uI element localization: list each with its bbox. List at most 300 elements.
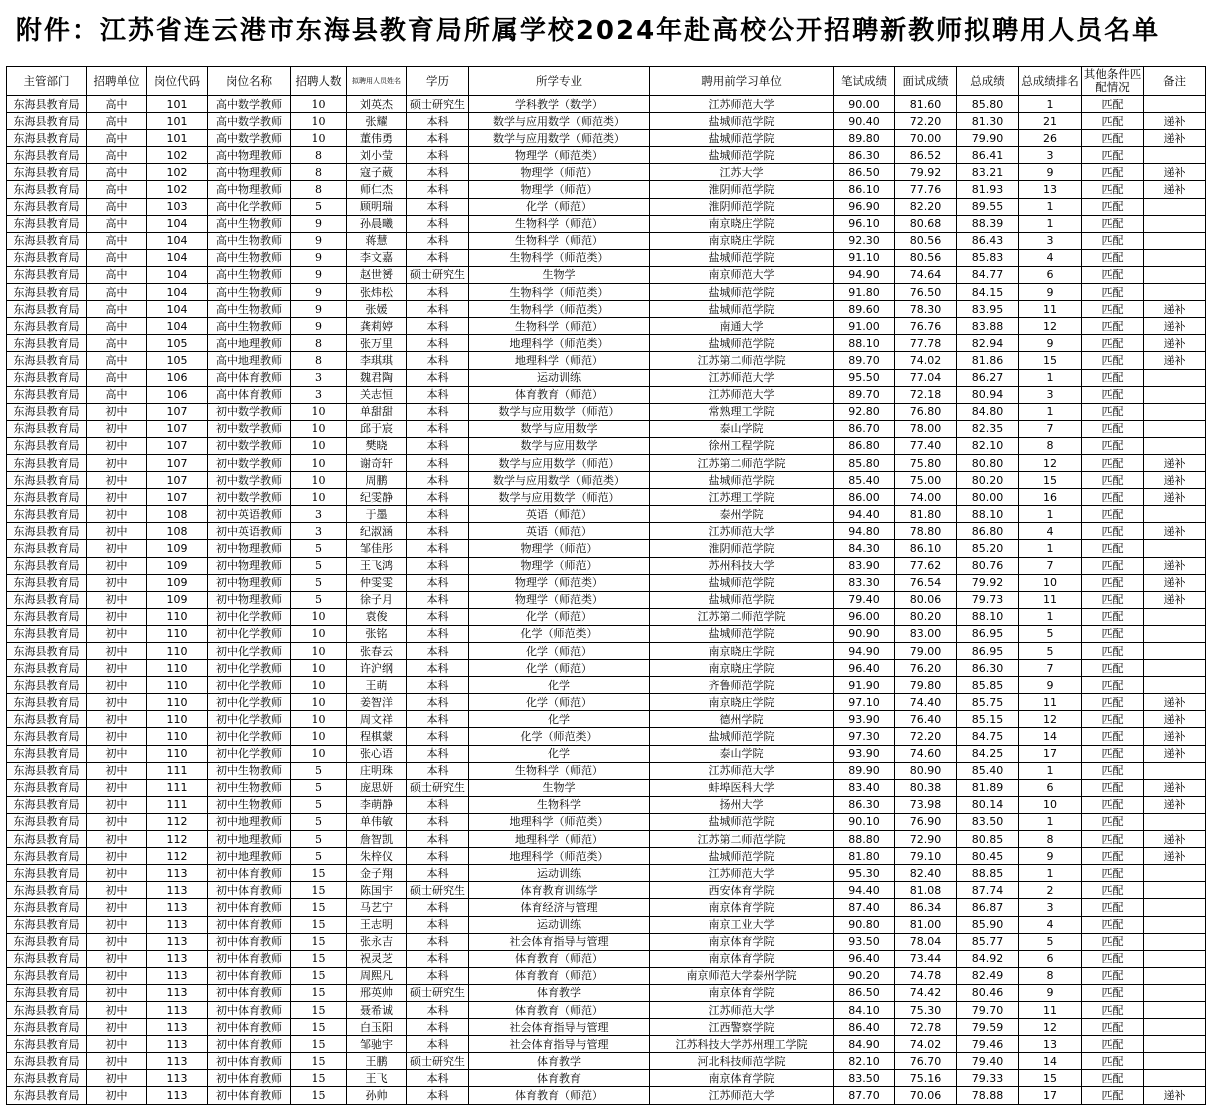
degree-cell: 本科 — [407, 950, 469, 967]
major-cell: 运动训练 — [469, 369, 650, 386]
post-code-cell: 104 — [147, 232, 208, 249]
rank-cell: 1 — [1019, 506, 1082, 523]
table-row — [7, 335, 1206, 352]
match-cell: 匹配 — [1082, 933, 1144, 950]
match-cell: 匹配 — [1082, 882, 1144, 899]
written-score-cell: 83.90 — [834, 557, 895, 574]
rank-cell: 9 — [1019, 848, 1082, 865]
remark-cell — [1144, 1036, 1206, 1053]
degree-cell: 本科 — [407, 369, 469, 386]
post-code-cell: 107 — [147, 489, 208, 506]
table-row — [7, 728, 1206, 745]
table-row — [7, 848, 1206, 865]
table-row — [7, 540, 1206, 557]
match-cell: 匹配 — [1082, 831, 1144, 848]
unit-cell: 高中 — [87, 215, 147, 232]
rank-cell: 12 — [1019, 1019, 1082, 1036]
degree-cell: 本科 — [407, 403, 469, 420]
written-score-cell: 90.90 — [834, 625, 895, 642]
post-name-cell: 初中英语教师 — [208, 506, 291, 523]
match-cell: 匹配 — [1082, 796, 1144, 813]
post-code-cell: 104 — [147, 318, 208, 335]
post-name-cell: 初中化学教师 — [208, 660, 291, 677]
name-cell: 谢奇轩 — [347, 454, 407, 471]
dept-cell: 东海县教育局 — [7, 335, 87, 352]
match-cell: 匹配 — [1082, 489, 1144, 506]
match-cell: 匹配 — [1082, 643, 1144, 660]
major-cell: 物理学（师范） — [469, 557, 650, 574]
rank-cell: 10 — [1019, 574, 1082, 591]
match-cell: 匹配 — [1082, 369, 1144, 386]
dept-cell: 东海县教育局 — [7, 352, 87, 369]
major-cell: 数学与应用数学 — [469, 437, 650, 454]
interview-score-cell: 72.20 — [895, 113, 957, 130]
table-row — [7, 831, 1206, 848]
post-name-cell: 初中体育教师 — [208, 1053, 291, 1070]
post-code-cell: 113 — [147, 967, 208, 984]
written-score-cell: 86.40 — [834, 1019, 895, 1036]
post-name-cell: 初中数学教师 — [208, 403, 291, 420]
school-cell: 南京体育学院 — [650, 899, 834, 916]
rank-cell: 4 — [1019, 523, 1082, 540]
rank-cell: 1 — [1019, 865, 1082, 882]
post-name-cell: 初中生物教师 — [208, 796, 291, 813]
remark-cell: 递补 — [1144, 130, 1206, 147]
total-score-cell: 79.59 — [957, 1019, 1019, 1036]
degree-cell: 本科 — [407, 967, 469, 984]
school-cell: 淮阴师范学院 — [650, 198, 834, 215]
interview-score-cell: 73.44 — [895, 950, 957, 967]
quota-cell: 5 — [291, 796, 347, 813]
post-code-cell: 113 — [147, 950, 208, 967]
post-name-cell: 初中体育教师 — [208, 967, 291, 984]
written-score-cell: 94.40 — [834, 506, 895, 523]
quota-cell: 3 — [291, 523, 347, 540]
table-row — [7, 796, 1206, 813]
name-cell: 张永吉 — [347, 933, 407, 950]
rank-cell: 13 — [1019, 1036, 1082, 1053]
post-name-cell: 初中生物教师 — [208, 779, 291, 796]
interview-score-cell: 75.80 — [895, 454, 957, 471]
major-cell: 生物科学（师范） — [469, 318, 650, 335]
match-cell: 匹配 — [1082, 1036, 1144, 1053]
post-code-cell: 107 — [147, 420, 208, 437]
table-row — [7, 386, 1206, 403]
quota-cell: 8 — [291, 181, 347, 198]
rank-cell: 1 — [1019, 608, 1082, 625]
unit-cell: 初中 — [87, 916, 147, 933]
degree-cell: 硕士研究生 — [407, 779, 469, 796]
interview-score-cell: 72.20 — [895, 728, 957, 745]
school-cell: 南京体育学院 — [650, 950, 834, 967]
unit-cell: 初中 — [87, 1036, 147, 1053]
total-score-cell: 81.89 — [957, 779, 1019, 796]
rank-cell: 3 — [1019, 232, 1082, 249]
name-cell: 白玉阳 — [347, 1019, 407, 1036]
dept-cell: 东海县教育局 — [7, 506, 87, 523]
degree-cell: 本科 — [407, 1001, 469, 1018]
rank-cell: 4 — [1019, 916, 1082, 933]
school-cell: 江苏师范大学 — [650, 1087, 834, 1104]
major-cell: 化学 — [469, 677, 650, 694]
remark-cell — [1144, 266, 1206, 283]
written-score-cell: 86.70 — [834, 420, 895, 437]
unit-cell: 高中 — [87, 130, 147, 147]
name-cell: 马艺宁 — [347, 899, 407, 916]
match-cell: 匹配 — [1082, 540, 1144, 557]
table-row — [7, 352, 1206, 369]
degree-cell: 本科 — [407, 437, 469, 454]
quota-cell: 9 — [291, 318, 347, 335]
post-code-cell: 104 — [147, 266, 208, 283]
degree-cell: 本科 — [407, 420, 469, 437]
rank-cell: 1 — [1019, 403, 1082, 420]
school-cell: 南京体育学院 — [650, 984, 834, 1001]
table-row — [7, 318, 1206, 335]
total-score-cell: 86.43 — [957, 232, 1019, 249]
total-score-cell: 82.94 — [957, 335, 1019, 352]
rank-cell: 21 — [1019, 113, 1082, 130]
table-row — [7, 950, 1206, 967]
dept-cell: 东海县教育局 — [7, 677, 87, 694]
major-cell: 化学（师范） — [469, 660, 650, 677]
quota-cell: 10 — [291, 643, 347, 660]
quota-cell: 15 — [291, 984, 347, 1001]
rank-cell: 26 — [1019, 130, 1082, 147]
dept-cell: 东海县教育局 — [7, 249, 87, 266]
total-score-cell: 86.27 — [957, 369, 1019, 386]
name-cell: 张万里 — [347, 335, 407, 352]
post-name-cell: 高中生物教师 — [208, 215, 291, 232]
match-cell: 匹配 — [1082, 1053, 1144, 1070]
degree-cell: 硕士研究生 — [407, 882, 469, 899]
unit-cell: 高中 — [87, 198, 147, 215]
written-score-cell: 96.00 — [834, 608, 895, 625]
unit-cell: 初中 — [87, 762, 147, 779]
major-cell: 化学（师范类） — [469, 625, 650, 642]
post-name-cell: 初中化学教师 — [208, 745, 291, 762]
major-cell: 社会体育指导与管理 — [469, 1036, 650, 1053]
school-cell: 扬州大学 — [650, 796, 834, 813]
table-row — [7, 113, 1206, 130]
interview-score-cell: 80.06 — [895, 591, 957, 608]
written-score-cell: 88.10 — [834, 335, 895, 352]
dept-cell: 东海县教育局 — [7, 1001, 87, 1018]
post-name-cell: 初中生物教师 — [208, 762, 291, 779]
post-code-cell: 107 — [147, 454, 208, 471]
quota-cell: 10 — [291, 489, 347, 506]
match-cell: 匹配 — [1082, 591, 1144, 608]
post-code-cell: 101 — [147, 96, 208, 113]
match-cell: 匹配 — [1082, 130, 1144, 147]
degree-cell: 本科 — [407, 489, 469, 506]
interview-score-cell: 80.20 — [895, 608, 957, 625]
table-row — [7, 181, 1206, 198]
post-name-cell: 高中数学教师 — [208, 96, 291, 113]
match-cell: 匹配 — [1082, 301, 1144, 318]
match-cell: 匹配 — [1082, 694, 1144, 711]
table-row — [7, 506, 1206, 523]
match-cell: 匹配 — [1082, 728, 1144, 745]
post-code-cell: 104 — [147, 215, 208, 232]
name-cell: 周鹏 — [347, 472, 407, 489]
quota-cell: 10 — [291, 454, 347, 471]
rank-cell: 16 — [1019, 489, 1082, 506]
post-name-cell: 初中数学教师 — [208, 420, 291, 437]
name-cell: 李萌静 — [347, 796, 407, 813]
post-code-cell: 107 — [147, 472, 208, 489]
header-cell: 招聘人数 — [291, 67, 347, 96]
dept-cell: 东海县教育局 — [7, 130, 87, 147]
written-score-cell: 97.30 — [834, 728, 895, 745]
post-name-cell: 初中化学教师 — [208, 625, 291, 642]
name-cell: 聂希诚 — [347, 1001, 407, 1018]
school-cell: 南京晓庄学院 — [650, 643, 834, 660]
dept-cell: 东海县教育局 — [7, 301, 87, 318]
total-score-cell: 83.21 — [957, 164, 1019, 181]
total-score-cell: 80.80 — [957, 454, 1019, 471]
interview-score-cell: 76.50 — [895, 284, 957, 301]
remark-cell: 递补 — [1144, 489, 1206, 506]
school-cell: 蚌埠医科大学 — [650, 779, 834, 796]
match-cell: 匹配 — [1082, 916, 1144, 933]
quota-cell: 15 — [291, 1087, 347, 1104]
interview-score-cell: 74.64 — [895, 266, 957, 283]
table-row — [7, 1036, 1206, 1053]
table-row — [7, 625, 1206, 642]
name-cell: 张媛 — [347, 301, 407, 318]
quota-cell: 3 — [291, 369, 347, 386]
degree-cell: 本科 — [407, 232, 469, 249]
post-name-cell: 高中体育教师 — [208, 369, 291, 386]
rank-cell: 11 — [1019, 1001, 1082, 1018]
name-cell: 寇子葳 — [347, 164, 407, 181]
rank-cell: 1 — [1019, 762, 1082, 779]
post-code-cell: 109 — [147, 574, 208, 591]
post-name-cell: 初中体育教师 — [208, 899, 291, 916]
post-code-cell: 110 — [147, 608, 208, 625]
school-cell: 淮阴师范学院 — [650, 181, 834, 198]
post-name-cell: 高中化学教师 — [208, 198, 291, 215]
name-cell: 纪淑涵 — [347, 523, 407, 540]
school-cell: 南京晓庄学院 — [650, 232, 834, 249]
post-code-cell: 110 — [147, 728, 208, 745]
degree-cell: 本科 — [407, 454, 469, 471]
degree-cell: 本科 — [407, 352, 469, 369]
school-cell: 南京晓庄学院 — [650, 660, 834, 677]
written-score-cell: 86.50 — [834, 164, 895, 181]
post-name-cell: 初中地理教师 — [208, 848, 291, 865]
name-cell: 金子翔 — [347, 865, 407, 882]
dept-cell: 东海县教育局 — [7, 711, 87, 728]
written-score-cell: 87.40 — [834, 899, 895, 916]
post-code-cell: 113 — [147, 1036, 208, 1053]
rank-cell: 4 — [1019, 249, 1082, 266]
remark-cell — [1144, 967, 1206, 984]
total-score-cell: 80.46 — [957, 984, 1019, 1001]
match-cell: 匹配 — [1082, 420, 1144, 437]
rank-cell: 3 — [1019, 386, 1082, 403]
major-cell: 地理科学（师范类） — [469, 335, 650, 352]
written-score-cell: 92.30 — [834, 232, 895, 249]
dept-cell: 东海县教育局 — [7, 181, 87, 198]
total-score-cell: 79.70 — [957, 1001, 1019, 1018]
written-score-cell: 84.30 — [834, 540, 895, 557]
total-score-cell: 82.10 — [957, 437, 1019, 454]
table-row — [7, 557, 1206, 574]
total-score-cell: 86.87 — [957, 899, 1019, 916]
quota-cell: 10 — [291, 472, 347, 489]
major-cell: 体育教育（师范） — [469, 386, 650, 403]
major-cell: 体育教学 — [469, 984, 650, 1001]
dept-cell: 东海县教育局 — [7, 591, 87, 608]
school-cell: 盐城师范学院 — [650, 728, 834, 745]
total-score-cell: 88.85 — [957, 865, 1019, 882]
remark-cell — [1144, 540, 1206, 557]
total-score-cell: 81.30 — [957, 113, 1019, 130]
post-name-cell: 高中体育教师 — [208, 386, 291, 403]
total-score-cell: 79.33 — [957, 1070, 1019, 1087]
dept-cell: 东海县教育局 — [7, 96, 87, 113]
major-cell: 英语（师范） — [469, 506, 650, 523]
table-row — [7, 813, 1206, 830]
degree-cell: 本科 — [407, 557, 469, 574]
table-row — [7, 301, 1206, 318]
post-code-cell: 110 — [147, 643, 208, 660]
total-score-cell: 80.20 — [957, 472, 1019, 489]
rank-cell: 9 — [1019, 284, 1082, 301]
major-cell: 数学与应用数学（师范类） — [469, 472, 650, 489]
written-score-cell: 94.80 — [834, 523, 895, 540]
rank-cell: 1 — [1019, 96, 1082, 113]
school-cell: 苏州科技大学 — [650, 557, 834, 574]
post-code-cell: 112 — [147, 831, 208, 848]
degree-cell: 本科 — [407, 301, 469, 318]
table-row — [7, 489, 1206, 506]
remark-cell — [1144, 437, 1206, 454]
rank-cell: 1 — [1019, 813, 1082, 830]
post-code-cell: 106 — [147, 369, 208, 386]
major-cell: 地理科学（师范类） — [469, 813, 650, 830]
post-code-cell: 113 — [147, 916, 208, 933]
total-score-cell: 84.25 — [957, 745, 1019, 762]
table-row — [7, 1087, 1206, 1104]
unit-cell: 初中 — [87, 950, 147, 967]
post-code-cell: 103 — [147, 198, 208, 215]
unit-cell: 初中 — [87, 591, 147, 608]
degree-cell: 本科 — [407, 523, 469, 540]
quota-cell: 5 — [291, 540, 347, 557]
match-cell: 匹配 — [1082, 181, 1144, 198]
school-cell: 盐城师范学院 — [650, 574, 834, 591]
written-score-cell: 89.60 — [834, 301, 895, 318]
match-cell: 匹配 — [1082, 762, 1144, 779]
written-score-cell: 86.30 — [834, 147, 895, 164]
unit-cell: 初中 — [87, 454, 147, 471]
degree-cell: 硕士研究生 — [407, 96, 469, 113]
match-cell: 匹配 — [1082, 557, 1144, 574]
match-cell: 匹配 — [1082, 523, 1144, 540]
post-code-cell: 102 — [147, 164, 208, 181]
total-score-cell: 86.41 — [957, 147, 1019, 164]
dept-cell: 东海县教育局 — [7, 1070, 87, 1087]
interview-score-cell: 79.00 — [895, 643, 957, 660]
remark-cell: 递补 — [1144, 574, 1206, 591]
post-code-cell: 113 — [147, 933, 208, 950]
unit-cell: 高中 — [87, 318, 147, 335]
remark-cell — [1144, 284, 1206, 301]
degree-cell: 本科 — [407, 899, 469, 916]
major-cell: 化学（师范） — [469, 198, 650, 215]
dept-cell: 东海县教育局 — [7, 694, 87, 711]
written-score-cell: 88.80 — [834, 831, 895, 848]
school-cell: 淮阴师范学院 — [650, 540, 834, 557]
post-code-cell: 109 — [147, 540, 208, 557]
post-name-cell: 高中地理教师 — [208, 352, 291, 369]
remark-cell: 递补 — [1144, 352, 1206, 369]
post-code-cell: 113 — [147, 1019, 208, 1036]
interview-score-cell: 74.42 — [895, 984, 957, 1001]
rank-cell: 11 — [1019, 694, 1082, 711]
rank-cell: 9 — [1019, 164, 1082, 181]
total-score-cell: 87.74 — [957, 882, 1019, 899]
rank-cell: 17 — [1019, 745, 1082, 762]
degree-cell: 本科 — [407, 916, 469, 933]
major-cell: 化学（师范） — [469, 643, 650, 660]
total-score-cell: 80.00 — [957, 489, 1019, 506]
remark-cell — [1144, 249, 1206, 266]
rank-cell: 15 — [1019, 1070, 1082, 1087]
header-cell: 岗位名称 — [208, 67, 291, 96]
table-row — [7, 472, 1206, 489]
total-score-cell: 85.80 — [957, 96, 1019, 113]
total-score-cell: 83.50 — [957, 813, 1019, 830]
header-cell: 学历 — [407, 67, 469, 96]
dept-cell: 东海县教育局 — [7, 1036, 87, 1053]
match-cell: 匹配 — [1082, 215, 1144, 232]
school-cell: 南京体育学院 — [650, 933, 834, 950]
quota-cell: 9 — [291, 232, 347, 249]
unit-cell: 初中 — [87, 967, 147, 984]
unit-cell: 初中 — [87, 540, 147, 557]
school-cell: 南京体育学院 — [650, 1070, 834, 1087]
rank-cell: 7 — [1019, 420, 1082, 437]
degree-cell: 本科 — [407, 1036, 469, 1053]
table-row — [7, 284, 1206, 301]
degree-cell: 本科 — [407, 540, 469, 557]
match-cell: 匹配 — [1082, 1019, 1144, 1036]
written-score-cell: 95.50 — [834, 369, 895, 386]
remark-cell: 递补 — [1144, 711, 1206, 728]
post-name-cell: 初中化学教师 — [208, 711, 291, 728]
school-cell: 泰州学院 — [650, 506, 834, 523]
quota-cell: 10 — [291, 728, 347, 745]
major-cell: 体育教育（师范） — [469, 1087, 650, 1104]
dept-cell: 东海县教育局 — [7, 831, 87, 848]
name-cell: 邹佳彤 — [347, 540, 407, 557]
major-cell: 物理学（师范类） — [469, 591, 650, 608]
match-cell: 匹配 — [1082, 625, 1144, 642]
match-cell: 匹配 — [1082, 472, 1144, 489]
match-cell: 匹配 — [1082, 899, 1144, 916]
dept-cell: 东海县教育局 — [7, 540, 87, 557]
school-cell: 江苏第二师范学院 — [650, 454, 834, 471]
rank-cell: 17 — [1019, 1087, 1082, 1104]
match-cell: 匹配 — [1082, 96, 1144, 113]
total-score-cell: 89.55 — [957, 198, 1019, 215]
table-row — [7, 96, 1206, 113]
total-score-cell: 81.86 — [957, 352, 1019, 369]
